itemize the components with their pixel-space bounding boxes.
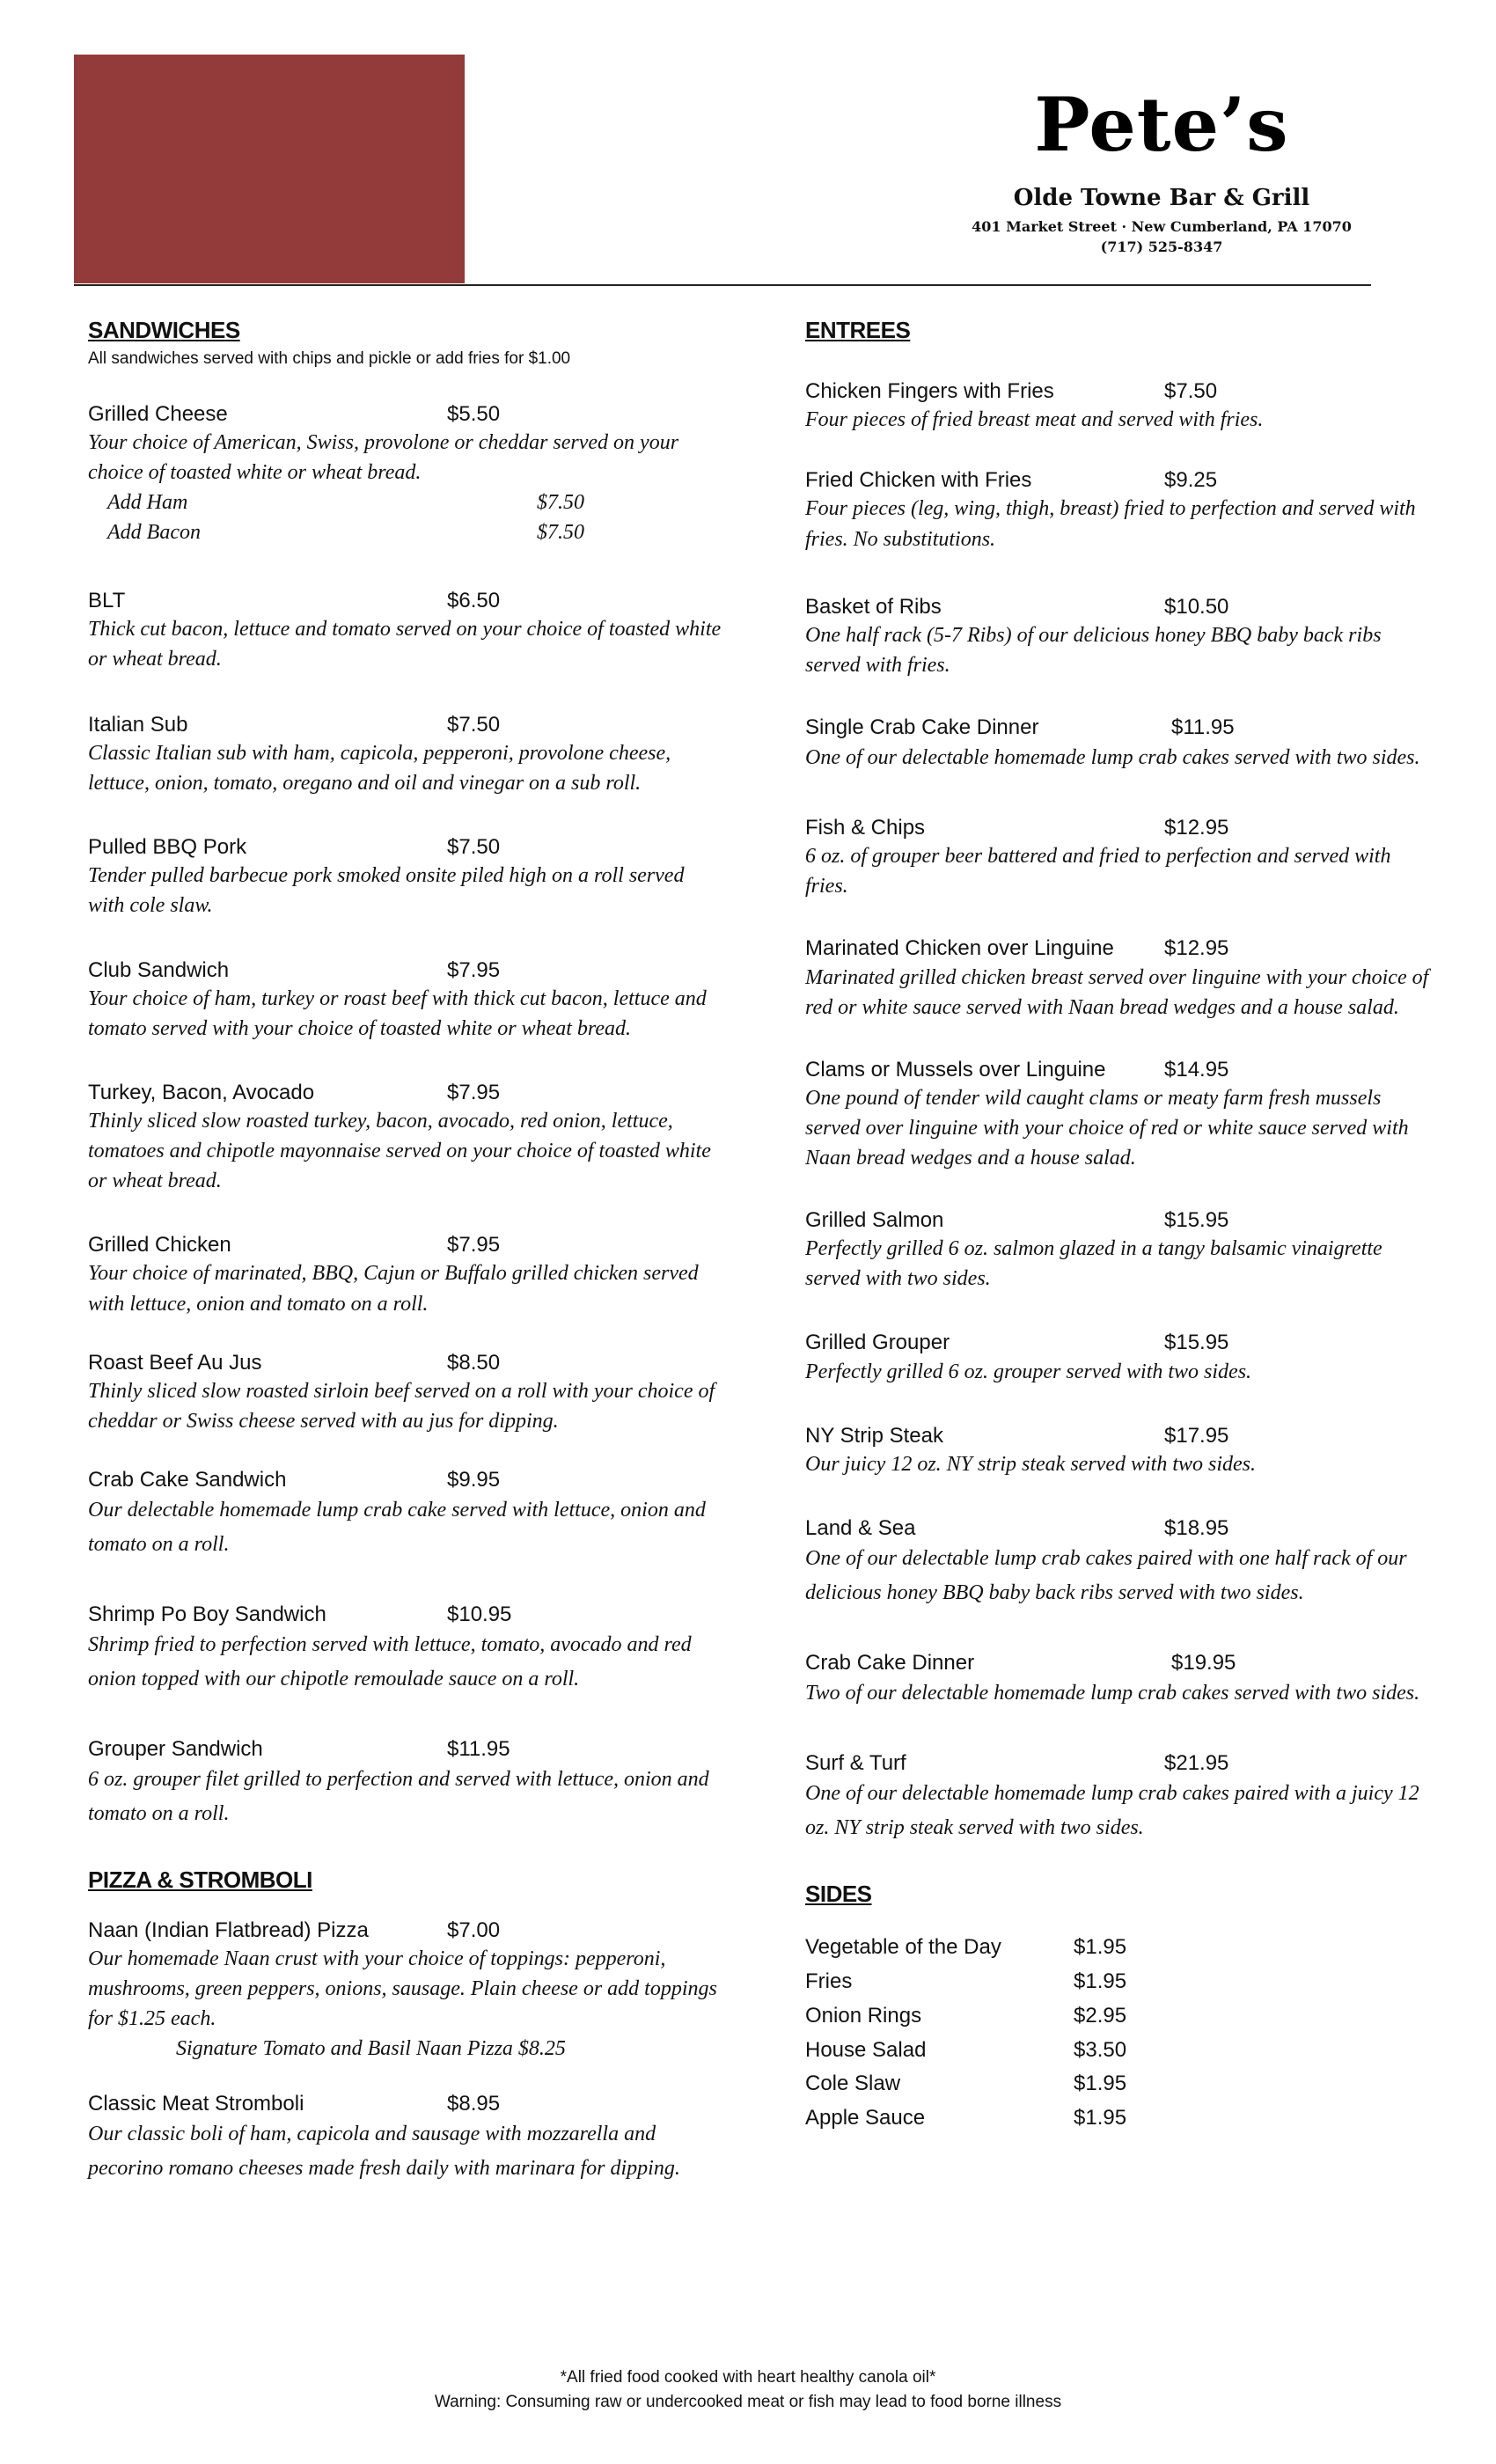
menu-item bbox=[88, 1735, 722, 1831]
menu-item bbox=[88, 1079, 722, 1196]
item-description: Our juicy 12 oz. NY strip steak served with two sides. bbox=[805, 1452, 1256, 1476]
item-name: Fish & Chips bbox=[805, 816, 926, 840]
item-description: Our homemade Naan crust with your choice of toppings: pepperoni, mushrooms, green peppers, onions, sausage. Plain cheese or add toppings for $1.25 each. bbox=[88, 1947, 717, 2031]
item-price: $7.95 bbox=[447, 1080, 501, 1104]
menu-item bbox=[88, 1349, 722, 1436]
item-price: $9.95 bbox=[447, 1467, 501, 1492]
section-title-sandwiches: SANDWICHES bbox=[88, 317, 240, 343]
logo-block bbox=[74, 55, 465, 283]
menu-item bbox=[88, 957, 722, 1044]
brand-header bbox=[942, 81, 1382, 257]
footer-warning: Warning: Consuming raw or undercooked meat or fish may lead to food borne illness bbox=[434, 2392, 1062, 2411]
side-item bbox=[805, 2101, 1439, 2136]
side-item bbox=[805, 2067, 1439, 2101]
item-name: Fried Chicken with Fries bbox=[805, 468, 1032, 493]
item-name: Turkey, Bacon, Avocado bbox=[88, 1080, 315, 1104]
side-name: Cole Slaw bbox=[805, 2072, 901, 2096]
item-price: $12.95 bbox=[1164, 936, 1229, 961]
item-description: Four pieces of fried breast meat and served with fries. bbox=[805, 408, 1264, 432]
menu-item bbox=[88, 1231, 722, 1318]
section-title-pizza: PIZZA & STROMBOLI bbox=[88, 1866, 312, 1893]
item-price: $7.00 bbox=[447, 1918, 501, 1942]
menu-item bbox=[88, 1917, 722, 2064]
restaurant-subtitle: Olde Towne Bar & Grill bbox=[1013, 185, 1310, 211]
item-description: Your choice of marinated, BBQ, Cajun or Buffalo grilled chicken served with lettuce, onion and tomato on a roll. bbox=[88, 1262, 699, 1316]
menu-item bbox=[88, 1601, 722, 1697]
menu-item bbox=[805, 378, 1439, 435]
item-price: $11.95 bbox=[1171, 715, 1235, 739]
item-description: Perfectly grilled 6 oz. grouper served with two sides. bbox=[805, 1360, 1252, 1383]
side-price: $1.95 bbox=[1074, 2072, 1127, 2096]
menu-item bbox=[805, 935, 1439, 1022]
side-price: $1.95 bbox=[1074, 1969, 1127, 1993]
restaurant-name: Pete’s bbox=[1034, 81, 1289, 168]
side-item bbox=[805, 1999, 1439, 2034]
extra-price: $7.50 bbox=[537, 491, 584, 515]
item-description: Classic Italian sub with ham, capicola, pepperoni, provolone cheese, lettuce, onion, tomato, oregano and oil and vinegar on a sub roll. bbox=[88, 742, 671, 796]
item-price: $8.95 bbox=[447, 2092, 501, 2116]
item-description: One half rack (5-7 Ribs) of our delicious honey BBQ baby back ribs served with fries. bbox=[805, 623, 1382, 677]
menu-item bbox=[88, 1466, 722, 1562]
side-item bbox=[805, 1965, 1439, 1999]
item-name: Italian Sub bbox=[88, 712, 188, 737]
item-description: 6 oz. grouper filet grilled to perfection and served with lettuce, onion and tomato on a roll. bbox=[88, 1768, 709, 1825]
extra-name: Add Bacon bbox=[107, 521, 201, 545]
item-price: $18.95 bbox=[1164, 1516, 1229, 1540]
item-price: $19.95 bbox=[1171, 1650, 1236, 1675]
side-price: $3.50 bbox=[1074, 2037, 1127, 2062]
item-name: Chicken Fingers with Fries bbox=[805, 379, 1054, 403]
item-price: $12.95 bbox=[1164, 816, 1229, 840]
item-price: $7.95 bbox=[447, 1233, 501, 1258]
item-extra bbox=[88, 517, 722, 547]
menu-item bbox=[805, 1056, 1439, 1173]
item-name: Club Sandwich bbox=[88, 957, 230, 982]
item-price: $8.50 bbox=[447, 1350, 501, 1375]
item-price: $6.50 bbox=[447, 588, 501, 612]
item-name: Grilled Cheese bbox=[88, 402, 228, 426]
item-name: Surf & Turf bbox=[805, 1751, 906, 1775]
item-price: $7.50 bbox=[447, 712, 501, 737]
item-name: BLT bbox=[88, 588, 126, 612]
item-price: $10.95 bbox=[447, 1602, 512, 1626]
menu-item bbox=[88, 711, 722, 798]
section-title-entrees: ENTREES bbox=[805, 317, 911, 343]
menu-item bbox=[805, 1422, 1439, 1479]
item-name: Clams or Mussels over Linguine bbox=[805, 1057, 1106, 1082]
item-description: Your choice of ham, turkey or roast beef with thick cut bacon, lettuce and tomato served with your choice of toasted white or wheat bread. bbox=[88, 986, 707, 1040]
side-name: Apple Sauce bbox=[805, 2106, 926, 2130]
item-price: $10.50 bbox=[1164, 594, 1229, 619]
menu-item bbox=[805, 1206, 1439, 1294]
item-name: Basket of Ribs bbox=[805, 594, 942, 619]
item-price: $9.25 bbox=[1164, 468, 1218, 493]
menu-item bbox=[805, 1649, 1439, 1711]
sides-list bbox=[805, 1931, 1439, 2136]
item-name: Pulled BBQ Pork bbox=[88, 835, 247, 860]
item-name: NY Strip Steak bbox=[805, 1423, 943, 1448]
menu-item bbox=[805, 466, 1439, 554]
side-item bbox=[805, 1931, 1439, 1965]
item-price: $21.95 bbox=[1164, 1751, 1229, 1775]
side-price: $1.95 bbox=[1074, 1934, 1127, 1959]
item-description: Two of our delectable homemade lump crab cakes served with two sides. bbox=[805, 1682, 1420, 1705]
header-divider bbox=[74, 284, 1371, 286]
item-price: $11.95 bbox=[447, 1736, 510, 1761]
side-name: Onion Rings bbox=[805, 2003, 922, 2028]
signature-pizza: Signature Tomato and Basil Naan Pizza $8.25 bbox=[176, 2037, 566, 2061]
item-description: 6 oz. of grouper beer battered and fried to perfection and served with fries. bbox=[805, 845, 1391, 898]
item-price: $7.50 bbox=[447, 835, 501, 860]
menu-item bbox=[805, 814, 1439, 901]
side-price: $2.95 bbox=[1074, 2003, 1127, 2028]
item-description: Thinly sliced slow roasted sirloin beef served on a roll with your choice of cheddar or Swiss cheese served with au jus for dipping. bbox=[88, 1379, 715, 1433]
menu-item bbox=[805, 714, 1439, 775]
item-price: $17.95 bbox=[1164, 1423, 1229, 1448]
item-name: Grilled Grouper bbox=[805, 1331, 950, 1355]
item-price: $7.50 bbox=[1164, 379, 1218, 403]
menu-item bbox=[88, 587, 722, 674]
item-description: Our delectable homemade lump crab cake served with lettuce, onion and tomato on a roll. bbox=[88, 1499, 706, 1557]
item-name: Shrimp Po Boy Sandwich bbox=[88, 1602, 326, 1626]
item-price: $15.95 bbox=[1164, 1331, 1229, 1355]
item-description: Four pieces (leg, wing, thigh, breast) fried to perfection and served with fries. No substitutions. bbox=[805, 497, 1416, 551]
extra-name: Add Ham bbox=[107, 491, 188, 515]
restaurant-phone: (717) 525-8347 bbox=[1100, 238, 1223, 256]
item-description: Thick cut bacon, lettuce and tomato served on your choice of toasted white or wheat bread. bbox=[88, 617, 722, 671]
menu-item bbox=[805, 1329, 1439, 1386]
item-name: Naan (Indian Flatbread) Pizza bbox=[88, 1918, 369, 1942]
item-name: Grilled Chicken bbox=[88, 1233, 231, 1258]
item-description: One of our delectable homemade lump crab cakes paired with a juicy 12 oz. NY strip steak served with two sides. bbox=[805, 1782, 1419, 1840]
item-description: One pound of tender wild caught clams or meaty farm fresh mussels served over linguine with your choice of red or white sauce served with Naan bread wedges and a house salad. bbox=[805, 1086, 1409, 1170]
restaurant-address-block bbox=[942, 216, 1382, 257]
item-name: Single Crab Cake Dinner bbox=[805, 715, 1039, 739]
item-description: One of our delectable homemade lump crab cakes served with two sides. bbox=[805, 746, 1420, 770]
item-name: Marinated Chicken over Linguine bbox=[805, 936, 1114, 961]
item-price: $14.95 bbox=[1164, 1057, 1229, 1082]
item-description: Your choice of American, Swiss, provolone or cheddar served on your choice of toasted white or wheat bread. bbox=[88, 431, 679, 485]
right-column bbox=[805, 317, 1439, 2136]
item-description: Thinly sliced slow roasted turkey, bacon, avocado, red onion, lettuce, tomatoes and chipotle mayonnaise served on your choice of toasted white or wheat bread. bbox=[88, 1110, 711, 1193]
item-name: Crab Cake Sandwich bbox=[88, 1467, 287, 1492]
item-description: Our classic boli of ham, capicola and sausage with mozzarella and pecorino romano cheeses made fresh daily with marinara for dipping. bbox=[88, 2123, 680, 2181]
side-name: House Salad bbox=[805, 2037, 927, 2062]
left-column bbox=[88, 317, 722, 2186]
sandwiches-note: All sandwiches served with chips and pickle or add fries for $1.00 bbox=[88, 349, 571, 368]
item-description: One of our delectable lump crab cakes paired with one half rack of our delicious honey BBQ baby back ribs served with two sides. bbox=[805, 1547, 1407, 1605]
side-item bbox=[805, 2034, 1439, 2068]
side-name: Vegetable of the Day bbox=[805, 1934, 1001, 1959]
restaurant-address: 401 Market Street · New Cumberland, PA 17070 bbox=[972, 218, 1352, 235]
item-price: $5.50 bbox=[447, 402, 501, 426]
extra-price: $7.50 bbox=[537, 521, 584, 545]
item-description: Perfectly grilled 6 oz. salmon glazed in a tangy balsamic vinaigrette served with two sides. bbox=[805, 1237, 1382, 1291]
menu-item bbox=[88, 400, 722, 548]
footer bbox=[0, 2365, 1496, 2414]
footer-oil-note: *All fried food cooked with heart healthy canola oil* bbox=[560, 2368, 936, 2387]
item-extra bbox=[88, 488, 722, 517]
item-price: $15.95 bbox=[1164, 1208, 1229, 1233]
menu-item bbox=[805, 593, 1439, 680]
section-title-sides: SIDES bbox=[805, 1880, 872, 1907]
item-name: Land & Sea bbox=[805, 1516, 916, 1540]
item-description: Shrimp fried to perfection served with lettuce, tomato, avocado and red onion topped with our chipotle remoulade sauce on a roll. bbox=[88, 1633, 692, 1690]
menu-item bbox=[805, 1514, 1439, 1610]
side-name: Fries bbox=[805, 1969, 853, 1993]
side-price: $1.95 bbox=[1074, 2106, 1127, 2130]
item-name: Grilled Salmon bbox=[805, 1208, 944, 1233]
item-name: Crab Cake Dinner bbox=[805, 1650, 975, 1675]
item-price: $7.95 bbox=[447, 957, 501, 982]
item-description: Marinated grilled chicken breast served over linguine with your choice of red or white sauce served with Naan bread wedges and a house salad. bbox=[805, 965, 1429, 1019]
item-name: Roast Beef Au Jus bbox=[88, 1350, 262, 1375]
item-description: Tender pulled barbecue pork smoked onsite piled high on a roll served with cole slaw. bbox=[88, 864, 685, 918]
menu-item bbox=[88, 833, 722, 920]
item-name: Grouper Sandwich bbox=[88, 1736, 263, 1761]
item-name: Classic Meat Stromboli bbox=[88, 2092, 304, 2116]
menu-item bbox=[88, 2090, 722, 2186]
menu-item bbox=[805, 1749, 1439, 1845]
